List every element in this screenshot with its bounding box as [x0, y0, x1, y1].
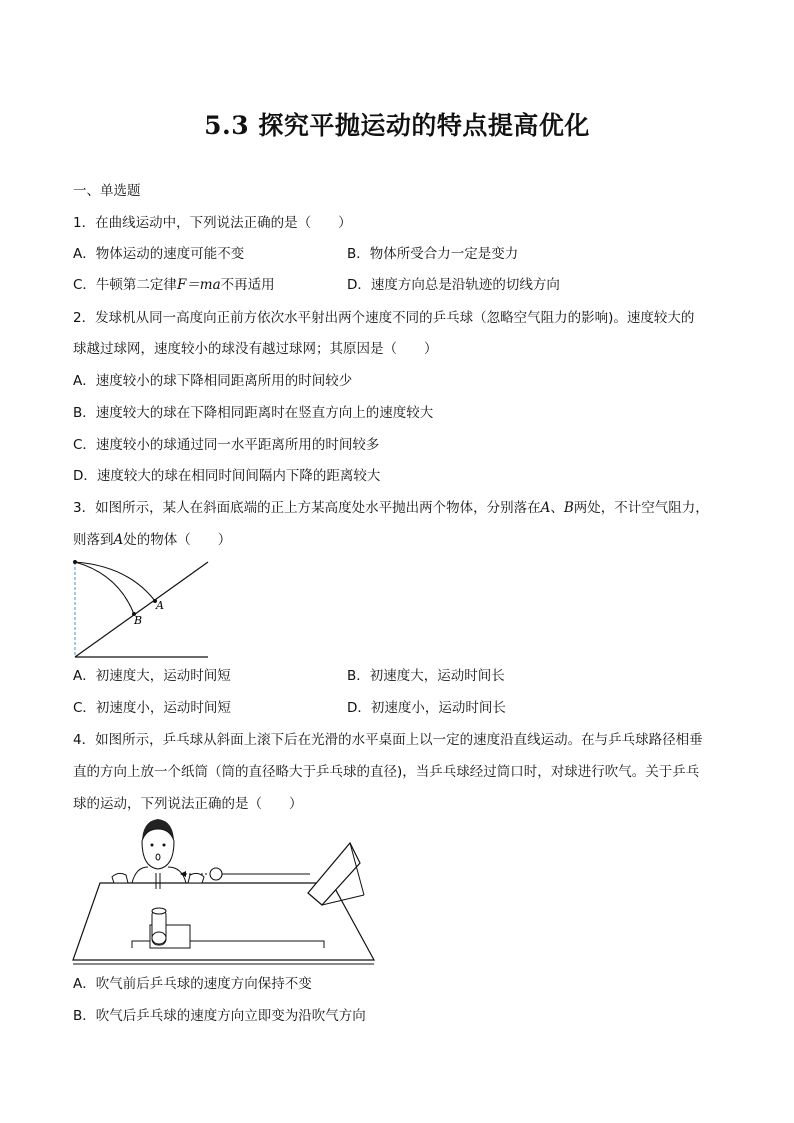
q3-stem2-text: 则落到	[73, 532, 114, 548]
q1-option-b: B．物体所受合力一定是变力	[347, 246, 519, 262]
q2-stem-line2: 球越过球网，速度较小的球没有越过球网；其原因是（ ）	[73, 341, 438, 357]
left-eye	[151, 844, 154, 847]
q4-option-a: A．吹气前后乒乓球的速度方向保持不变	[73, 976, 312, 992]
tube-opening	[152, 908, 166, 914]
q3-option-d: D．初速度小，运动时间长	[347, 700, 506, 716]
q3-stem-line1	[73, 500, 709, 516]
q4-stem-line1: 4．如图所示，乒乓球从斜面上滚下后在光滑的水平桌面上以一定的速度沿直线运动。在与乒乓球路径相垂	[73, 732, 703, 748]
q3-option-b: B．初速度大，运动时间长	[347, 668, 505, 684]
launch-point	[73, 560, 77, 564]
label-b: B	[134, 614, 143, 627]
ping-pong-ball	[210, 868, 222, 880]
q2-stem-line1: 2．发球机从同一高度向正前方依次水平射出两个速度不同的乒乓球（忽略空气阻力的影响)。速度较大的	[73, 310, 695, 326]
right-hand	[188, 873, 204, 883]
right-eye	[163, 844, 166, 847]
q4-table-figure	[70, 815, 380, 970]
q3-point-a: A	[540, 500, 551, 516]
person-face	[142, 829, 174, 869]
q2-option-a: A．速度较小的球下降相同距离所用的时间较少	[73, 373, 353, 389]
person-shoulders	[132, 867, 186, 883]
q1-option-d: D．速度方向总是沿轨迹的切线方向	[347, 277, 560, 293]
section-heading: 一、单选题	[73, 183, 141, 199]
tube-end	[152, 932, 166, 944]
q3-option-c: C．初速度小，运动时间短	[73, 700, 231, 716]
q3-stem2-point-a: A	[113, 532, 124, 548]
trajectory-to-b	[75, 562, 134, 614]
incline-line	[75, 562, 208, 657]
q1-stem: 1．在曲线运动中，下列说法正确的是（ ）	[73, 215, 352, 231]
q3-stem-text: 3．如图所示，某人在斜面底端的正上方某高度处水平抛出两个物体，分别落在	[73, 500, 541, 516]
q2-option-c: C．速度较小的球通过同一水平距离所用的时间较多	[73, 437, 380, 453]
q4-stem-line2: 直的方向上放一个纸筒（筒的直径略大于乒乓球的直径)，当乒乓球经过筒口时，对球进行吹气。关于乒乓	[73, 764, 700, 780]
q3-stem-line2	[73, 532, 231, 548]
q3-point-b: B	[563, 500, 574, 516]
label-a: A	[156, 599, 164, 612]
q4-option-b: B．吹气后乒乓球的速度方向立即变为沿吹气方向	[73, 1008, 366, 1024]
q3-slope-figure	[70, 556, 215, 662]
q2-option-d: D．速度较大的球在相同时间间隔内下降的距离较大	[73, 468, 381, 484]
q4-stem-line3: 球的运动，下列说法正确的是（ ）	[73, 796, 303, 812]
q1-option-c	[73, 277, 275, 293]
page-title: 5.3 探究平抛运动的特点提高优化	[204, 111, 590, 140]
q3-separator: 、	[550, 500, 564, 516]
q1-option-a: A．物体运动的速度可能不变	[73, 246, 245, 262]
trajectory-to-a	[75, 562, 155, 601]
q3-stem2-tail: 处的物体（ ）	[123, 532, 232, 548]
q2-option-b: B．速度较大的球在下降相同距离时在竖直方向上的速度较大	[73, 405, 434, 421]
q1-formula: F＝ma	[176, 277, 221, 293]
q3-stem-tail: 两处，不计空气阻力，	[573, 500, 709, 516]
q1-option-c-tail: 不再适用	[220, 277, 275, 293]
q3-option-a: A．初速度大，运动时间短	[73, 668, 231, 684]
left-hand	[112, 873, 128, 883]
q1-option-c-text: C．牛顿第二定律	[73, 277, 177, 293]
